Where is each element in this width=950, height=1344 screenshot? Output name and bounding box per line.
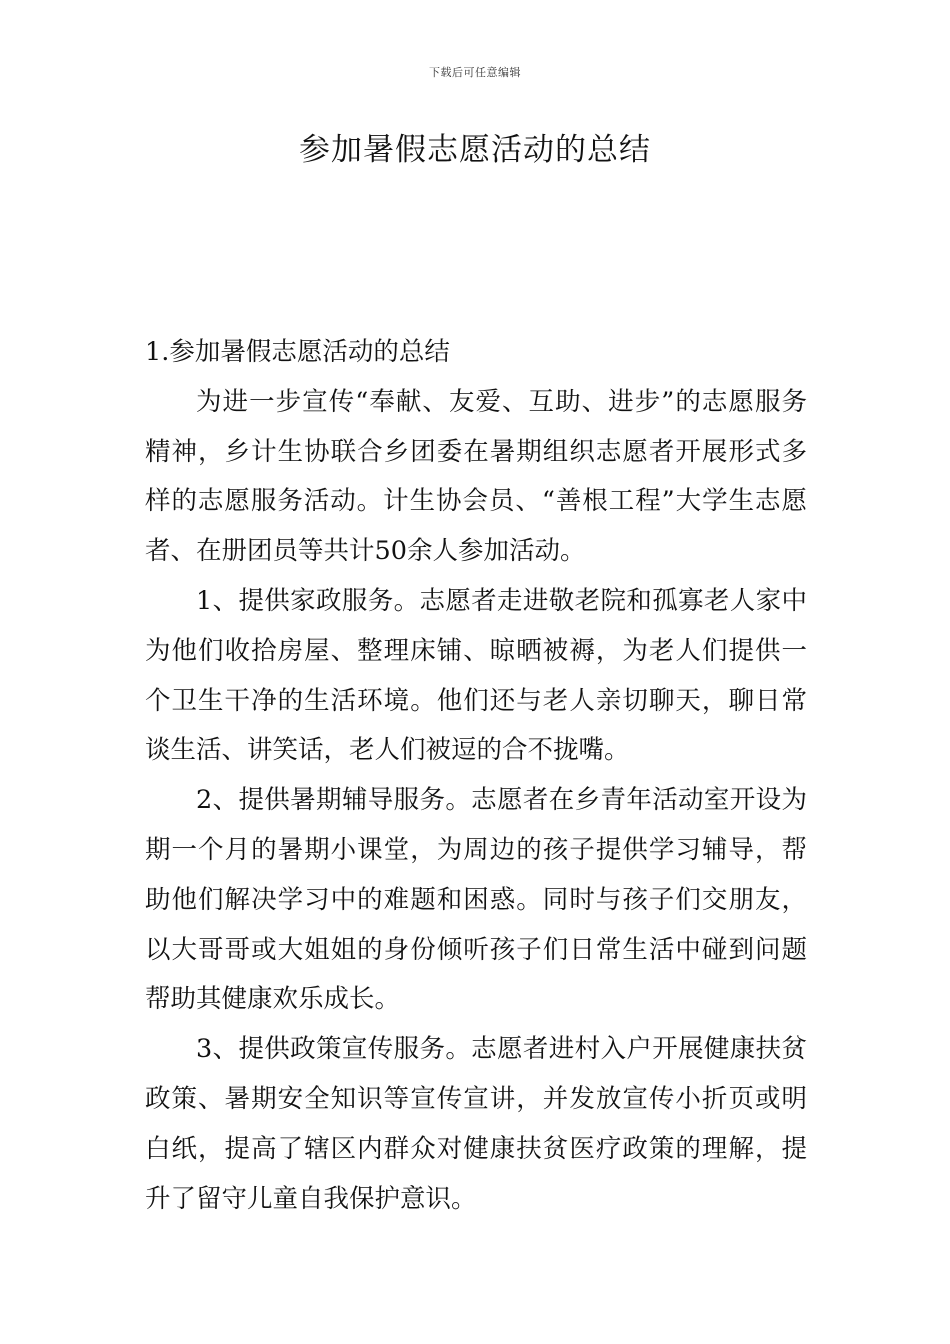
intro-paragraph: 为进一步宣传“奉献、友爱、互助、进步”的志愿服务精神，乡计生协联合乡团委在暑期组织志愿者开展形式多样的志愿服务活动。计生协会员、“善根工程”大学生志愿者、在册团员等共计50余人参加活动。 — [145, 386, 807, 567]
paragraph-policy-service: 3、提供政策宣传服务。志愿者进村入户开展健康扶贫政策、暑期安全知识等宣传宣讲，并发放宣传小折页或明白纸，提高了辖区内群众对健康扶贫医疗政策的理解，提升了留守儿童自我保护意识。 — [145, 1034, 807, 1214]
document-body — [145, 328, 807, 1224]
paragraph-tutoring-service: 2、提供暑期辅导服务。志愿者在乡青年活动室开设为期一个月的暑期小课堂，为周边的孩子提供学习辅导，帮助他们解决学习中的难题和困惑。同时与孩子们交朋友，以大哥哥或大姐姐的身份倾听孩子们日常生活中碰到问题帮助其健康欢乐成长。 — [145, 785, 807, 1015]
section-heading: 1.参加暑假志愿活动的总结 — [145, 337, 450, 367]
document-title: 参加暑假志愿活动的总结 — [299, 132, 651, 168]
paragraph-housekeeping-service: 1、提供家政服务。志愿者走进敬老院和孤寡老人家中为他们收拾房屋、整理床铺、晾晒被褥，为老人们提供一个卫生干净的生活环境。他们还与老人亲切聊天，聊日常谈生活、讲笑话，老人们被逗的合不拢嘴。 — [145, 585, 807, 766]
header-note: 下载后可任意编辑 — [429, 66, 521, 79]
